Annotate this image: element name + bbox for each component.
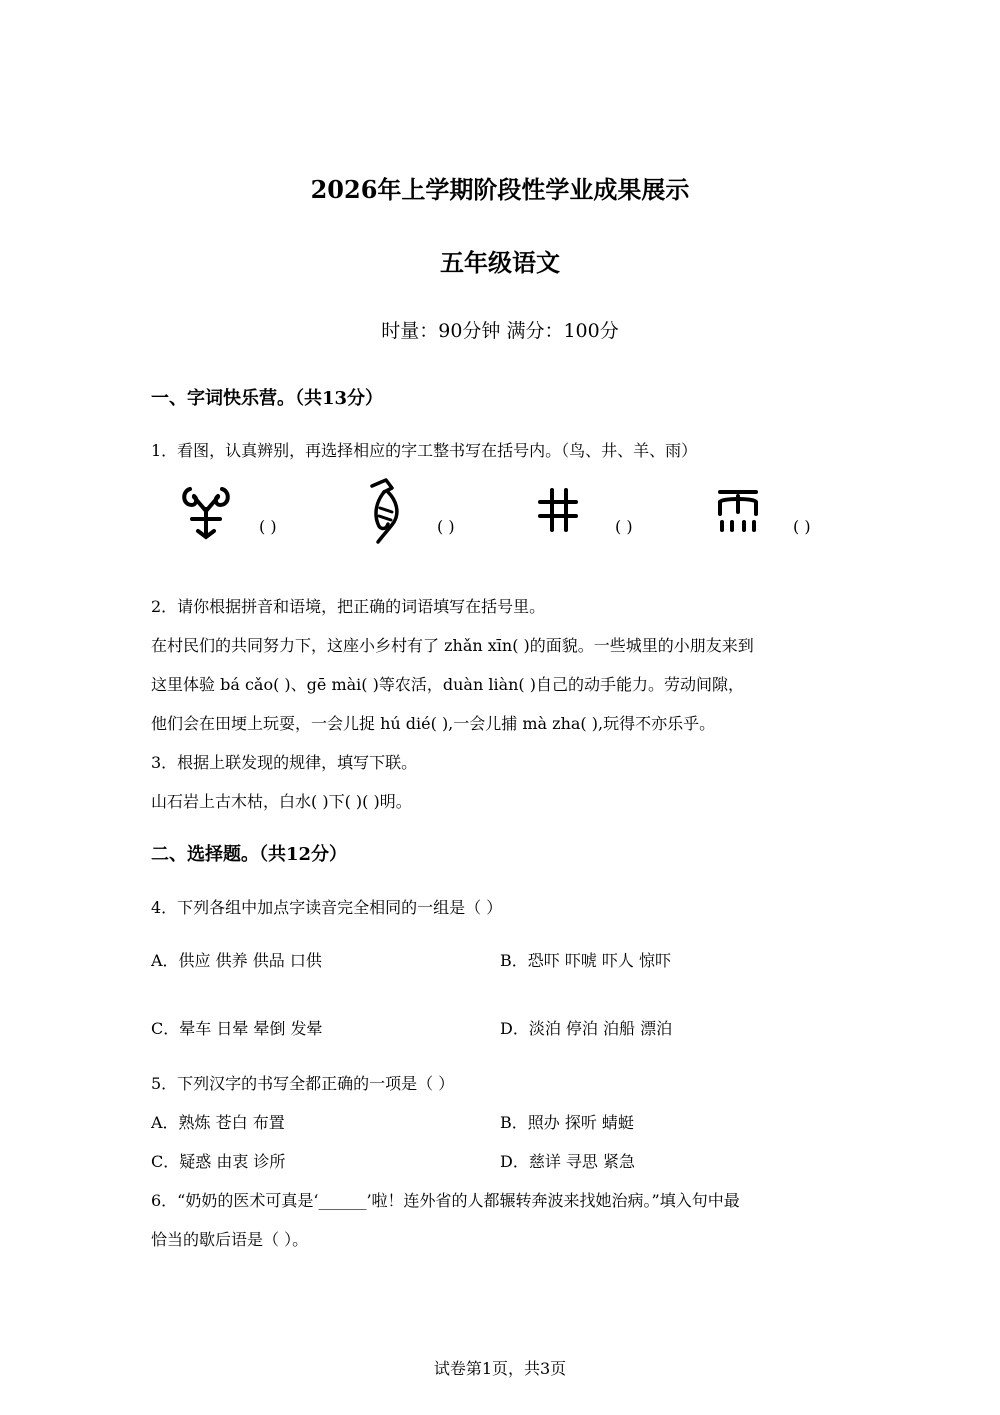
q5-option-c[interactable]: C．疑惑 由衷 诊所 [151,1152,286,1171]
exam-title: 2026年上学期阶段性学业成果展示 [310,175,690,204]
q1-blank-4[interactable]: ( ) [793,517,811,536]
exam-meta: 时量：90分钟 满分：100分 [381,320,619,342]
question-4-text: 4．下列各组中加点字读音完全相同的一组是（ ） [151,898,503,917]
q4-option-d[interactable]: D．淡泊 停泊 泊船 漂泊 [500,1019,673,1038]
question-2-line-3: 他们会在田埂上玩耍，一会儿捉 hú dié( ),一会儿捕 mà zha( ),玩得不亦乐乎。 [151,714,716,733]
q4-option-b[interactable]: B．恐吓 吓唬 吓人 惊吓 [500,951,672,970]
q1-blank-2[interactable]: ( ) [437,517,455,536]
question-5-text: 5．下列汉字的书写全都正确的一项是（ ） [151,1074,455,1093]
question-2-line-1: 在村民们的共同努力下，这座小乡村有了 zhǎn xīn( )的面貌。一些城里的小朋友来到 [151,636,754,655]
question-6-line-1: 6．“奶奶的医术可真是‘______’啦！连外省的人都辗转奔波来找她治病。”填入句中最 [151,1191,740,1210]
ancient-yu-glyph-icon [716,488,760,534]
ancient-jing-glyph-icon [538,488,578,534]
question-2-text: 2．请你根据拼音和语境，把正确的词语填写在括号里。 [151,597,546,616]
exam-subtitle: 五年级语文 [440,248,560,277]
ancient-yang-glyph-icon [180,483,232,541]
q5-option-b[interactable]: B．照办 探听 蜻蜓 [500,1113,634,1132]
question-2-line-2: 这里体验 bá cǎo( )、gē mài( )等农活，duàn liàn( )自己的动手能力。劳动间隙， [151,675,744,694]
section-2-heading: 二、选择题。（共12分） [151,844,348,865]
q1-blank-1[interactable]: ( ) [259,517,277,536]
ancient-niao-glyph-icon [366,478,406,546]
question-1-text: 1．看图，认真辨别，再选择相应的字工整书写在括号内。（鸟、井、羊、雨） [151,441,698,460]
q4-option-a[interactable]: A．供应 供养 供品 口供 [151,951,322,970]
q5-option-a[interactable]: A．熟炼 苍白 布置 [151,1113,285,1132]
question-3-line: 山石岩上古木枯，白水( )下( )( )明。 [151,792,412,811]
q4-option-c[interactable]: C．晕车 日晕 晕倒 发晕 [151,1019,323,1038]
section-1-heading: 一、字词快乐营。（共13分） [151,388,384,409]
question-6-line-2: 恰当的歇后语是（ ）。 [151,1230,309,1249]
question-3-text: 3．根据上联发现的规律，填写下联。 [151,753,418,772]
q1-blank-3[interactable]: ( ) [615,517,633,536]
page-footer: 试卷第1页，共3页 [433,1359,567,1378]
q5-option-d[interactable]: D．慈详 寻思 紧急 [500,1152,636,1171]
